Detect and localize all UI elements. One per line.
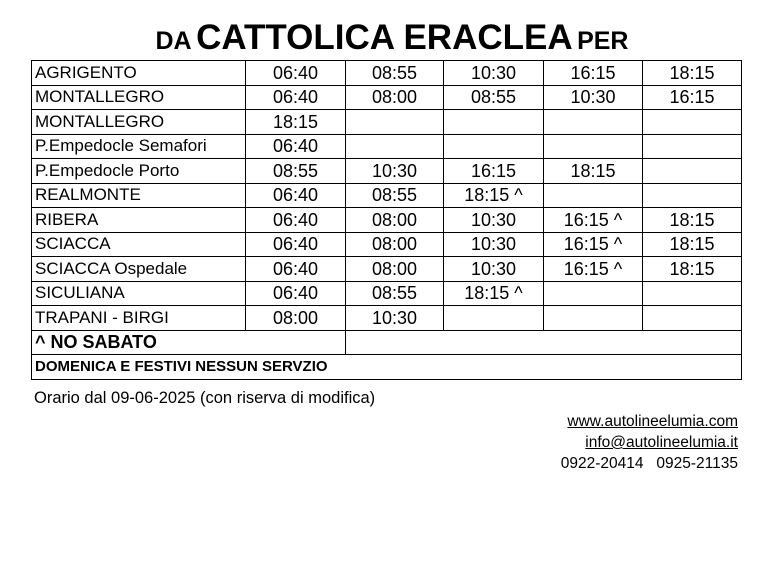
time-cell: 08:00 bbox=[346, 208, 444, 233]
table-row bbox=[32, 85, 742, 110]
time-cell: 08:00 bbox=[246, 306, 346, 331]
time-cell bbox=[643, 159, 742, 184]
destination-cell: P.Empedocle Porto bbox=[32, 159, 246, 184]
time-cell: 16:15 bbox=[544, 61, 643, 86]
time-cell: 16:15 ^ bbox=[544, 257, 643, 282]
domenica-row bbox=[32, 355, 742, 380]
table-row bbox=[32, 208, 742, 233]
time-cell: 06:40 bbox=[246, 281, 346, 306]
table-row bbox=[32, 306, 742, 331]
time-cell bbox=[643, 134, 742, 159]
time-cell: 18:15 bbox=[246, 110, 346, 135]
time-cell: 06:40 bbox=[246, 85, 346, 110]
time-cell bbox=[544, 110, 643, 135]
table-row bbox=[32, 257, 742, 282]
time-cell bbox=[544, 183, 643, 208]
destination-cell: SCIACCA Ospedale bbox=[32, 257, 246, 282]
time-cell bbox=[643, 306, 742, 331]
time-cell: 08:55 bbox=[346, 281, 444, 306]
no-sabato-note: ^ NO SABATO bbox=[32, 330, 346, 355]
email-link[interactable]: info@autolineelumia.it bbox=[585, 434, 738, 451]
time-cell: 18:15 ^ bbox=[444, 183, 544, 208]
timetable bbox=[31, 60, 742, 380]
time-cell: 10:30 bbox=[444, 208, 544, 233]
time-cell: 08:55 bbox=[444, 85, 544, 110]
contacts bbox=[561, 411, 738, 474]
table-row bbox=[32, 183, 742, 208]
note-row bbox=[32, 330, 742, 355]
time-cell: 10:30 bbox=[346, 159, 444, 184]
destination-cell: AGRIGENTO bbox=[32, 61, 246, 86]
table-row bbox=[32, 159, 742, 184]
destination-cell: MONTALLEGRO bbox=[32, 110, 246, 135]
destination-cell: SICULIANA bbox=[32, 281, 246, 306]
table-row bbox=[32, 281, 742, 306]
time-cell: 08:55 bbox=[346, 61, 444, 86]
time-cell: 08:00 bbox=[346, 257, 444, 282]
time-cell: 08:00 bbox=[346, 85, 444, 110]
destination-cell: REALMONTE bbox=[32, 183, 246, 208]
time-cell: 18:15 bbox=[544, 159, 643, 184]
table-row bbox=[32, 61, 742, 86]
phone-numbers: 0922-20414 0925-21135 bbox=[560, 455, 738, 472]
time-cell: 18:15 ^ bbox=[444, 281, 544, 306]
time-cell bbox=[544, 281, 643, 306]
time-cell: 06:40 bbox=[246, 208, 346, 233]
time-cell bbox=[544, 134, 643, 159]
table-row bbox=[32, 232, 742, 257]
time-cell: 06:40 bbox=[246, 134, 346, 159]
time-cell: 06:40 bbox=[246, 257, 346, 282]
time-cell: 16:15 ^ bbox=[544, 232, 643, 257]
time-cell bbox=[444, 110, 544, 135]
time-cell: 18:15 bbox=[643, 257, 742, 282]
time-cell: 06:40 bbox=[246, 61, 346, 86]
time-cell: 16:15 bbox=[643, 85, 742, 110]
destination-cell: MONTALLEGRO bbox=[32, 85, 246, 110]
time-cell bbox=[643, 110, 742, 135]
time-cell bbox=[444, 306, 544, 331]
time-cell: 10:30 bbox=[544, 85, 643, 110]
page-title bbox=[0, 18, 784, 58]
time-cell: 08:00 bbox=[346, 232, 444, 257]
timetable-body bbox=[32, 61, 742, 331]
time-cell: 10:30 bbox=[444, 257, 544, 282]
time-cell: 10:30 bbox=[346, 306, 444, 331]
title-suffix: PER bbox=[577, 27, 629, 55]
domenica-note: DOMENICA E FESTIVI NESSUN SERVZIO bbox=[32, 355, 742, 380]
destination-cell: P.Empedocle Semafori bbox=[32, 134, 246, 159]
time-cell bbox=[444, 134, 544, 159]
website-link[interactable]: www.autolineelumia.com bbox=[567, 413, 738, 430]
timetable-notes bbox=[32, 330, 742, 380]
time-cell: 08:55 bbox=[346, 183, 444, 208]
time-cell bbox=[643, 281, 742, 306]
destination-cell: RIBERA bbox=[32, 208, 246, 233]
time-cell: 18:15 bbox=[643, 232, 742, 257]
time-cell: 10:30 bbox=[444, 232, 544, 257]
time-cell: 08:55 bbox=[246, 159, 346, 184]
time-cell: 16:15 ^ bbox=[544, 208, 643, 233]
time-cell bbox=[643, 183, 742, 208]
time-cell: 10:30 bbox=[444, 61, 544, 86]
destination-cell: SCIACCA bbox=[32, 232, 246, 257]
note-empty-cell bbox=[346, 330, 742, 355]
title-origin: CATTOLICA ERACLEA bbox=[196, 18, 573, 57]
time-cell bbox=[346, 110, 444, 135]
table-row bbox=[32, 134, 742, 159]
validity-note: Orario dal 09-06-2025 (con riserva di modifica) bbox=[34, 389, 376, 407]
time-cell: 18:15 bbox=[643, 208, 742, 233]
time-cell: 16:15 bbox=[444, 159, 544, 184]
time-cell bbox=[544, 306, 643, 331]
time-cell bbox=[346, 134, 444, 159]
time-cell: 06:40 bbox=[246, 183, 346, 208]
table-row bbox=[32, 110, 742, 135]
title-prefix: DA bbox=[155, 27, 192, 55]
destination-cell: TRAPANI - BIRGI bbox=[32, 306, 246, 331]
time-cell: 18:15 bbox=[643, 61, 742, 86]
time-cell: 06:40 bbox=[246, 232, 346, 257]
